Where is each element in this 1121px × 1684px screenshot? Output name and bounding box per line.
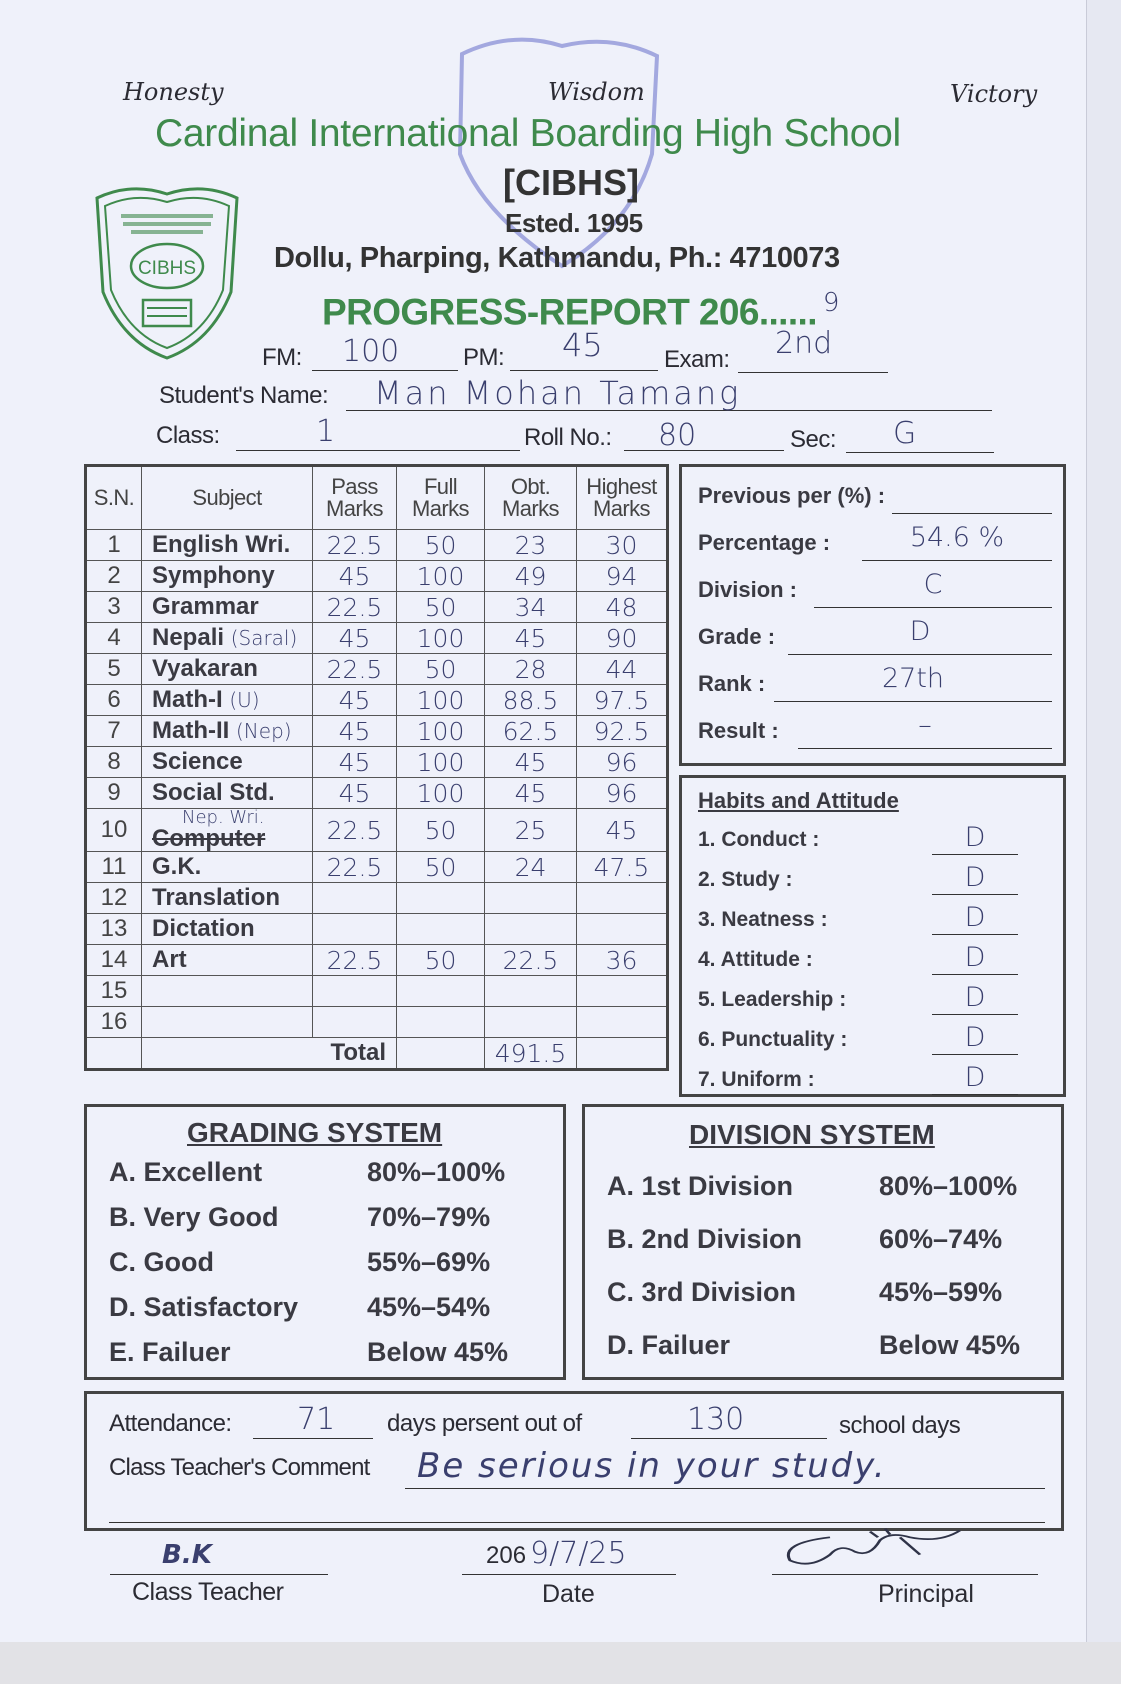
habit-label: 7. Uniform : <box>698 1068 815 1091</box>
cell-subject <box>142 716 313 747</box>
cell-high <box>577 1007 668 1038</box>
habit-label: 4. Attitude : <box>698 948 813 971</box>
cell-pass: 45 <box>313 685 397 716</box>
class-label: Class: <box>156 422 220 449</box>
class-line <box>236 450 520 451</box>
pm-label: PM: <box>463 344 505 371</box>
habit-line <box>932 1054 1018 1055</box>
cell-pass <box>313 1007 397 1038</box>
cell-high: 96 <box>577 778 668 809</box>
table-row <box>86 530 668 561</box>
grading-item-range: 45%–54% <box>367 1292 491 1322</box>
cell-high: 97.5 <box>577 685 668 716</box>
summary-value: C <box>923 569 943 600</box>
cell-obt: 24 <box>485 852 577 883</box>
subject-name: Math-I (U) <box>152 686 260 713</box>
cell-pass: 45 <box>313 716 397 747</box>
division-item-range: Below 45% <box>879 1330 1021 1360</box>
cell-full: 50 <box>397 654 485 685</box>
date-line <box>462 1574 676 1575</box>
habits-title: Habits and Attitude <box>698 788 899 813</box>
cell-pass: 22.5 <box>313 852 397 883</box>
grading-item-range: 80%–100% <box>367 1157 506 1187</box>
cell-subject <box>142 945 313 976</box>
table-row <box>86 809 668 852</box>
summary-label: Grade : <box>698 624 776 649</box>
cell-high: 90 <box>577 623 668 654</box>
cell-sn: 9 <box>86 778 142 809</box>
attendance-suffix: school days <box>839 1412 961 1439</box>
principal-signature <box>760 1520 980 1572</box>
grading-item-range: Below 45% <box>367 1337 509 1367</box>
division-system-box <box>582 1104 1064 1380</box>
cell-full <box>397 1007 485 1038</box>
subject-name: Vyakaran <box>152 655 258 682</box>
cell-full: 50 <box>397 852 485 883</box>
grading-item-label: B. Very Good <box>109 1202 279 1232</box>
cell-full: 100 <box>397 685 485 716</box>
attendance-mid-text: days persent out of <box>387 1410 582 1437</box>
table-row <box>86 747 668 778</box>
cell-obt: 45 <box>485 623 577 654</box>
table-row <box>86 1007 668 1038</box>
cell-subject <box>142 592 313 623</box>
established: Ested. 1995 <box>505 208 643 238</box>
summary-line <box>788 654 1052 655</box>
summary-line <box>814 607 1052 608</box>
cell-obt <box>485 914 577 945</box>
class-teacher-line <box>110 1574 328 1575</box>
cell-sn: 16 <box>86 1007 142 1038</box>
student-name-value: Man Mohan Tamang <box>374 374 742 412</box>
total-obt-marks: 491.5 <box>485 1038 577 1070</box>
cell-full: 100 <box>397 747 485 778</box>
subject-name: Translation <box>152 884 281 911</box>
subject-name: Math-II (Nep) <box>152 717 292 744</box>
roll-label: Roll No.: <box>524 424 612 451</box>
cell-obt: 25 <box>485 809 577 852</box>
cell-sn: 3 <box>86 592 142 623</box>
motto-wisdom: Wisdom <box>548 78 645 106</box>
principal-line <box>772 1574 1038 1575</box>
cell-subject <box>142 914 313 945</box>
summary-line <box>798 748 1052 749</box>
habit-value: D <box>964 1062 986 1093</box>
table-row <box>86 561 668 592</box>
logo-text: CIBHS <box>137 258 197 279</box>
cell-high <box>577 914 668 945</box>
fm-line <box>312 370 458 371</box>
cell-high: 48 <box>577 592 668 623</box>
cell-obt <box>485 883 577 914</box>
table-row <box>86 778 668 809</box>
subject-name: Dictation <box>152 915 255 942</box>
table-row <box>86 976 668 1007</box>
fm-label: FM: <box>262 344 302 371</box>
cell-sn: 15 <box>86 976 142 1007</box>
cell-sn-empty <box>86 1038 142 1070</box>
grading-item-label: E. Failuer <box>109 1337 231 1367</box>
cell-high: 92.5 <box>577 716 668 747</box>
habit-value: D <box>964 902 986 933</box>
cell-subject <box>142 561 313 592</box>
cell-subject <box>142 883 313 914</box>
cell-sn: 11 <box>86 852 142 883</box>
motto-victory: Victory <box>950 80 1038 108</box>
cell-pass: 45 <box>313 747 397 778</box>
roll-line <box>624 450 784 451</box>
attendance-total: 130 <box>687 1402 745 1437</box>
cell-high: 47.5 <box>577 852 668 883</box>
cell-sn: 10 <box>86 809 142 852</box>
address: Dollu, Pharping, Kathmandu, Ph.: 4710073 <box>274 242 840 274</box>
cell-full <box>397 976 485 1007</box>
habit-label: 6. Punctuality : <box>698 1028 848 1051</box>
cell-obt: 88.5 <box>485 685 577 716</box>
cell-sn: 2 <box>86 561 142 592</box>
cell-obt: 49 <box>485 561 577 592</box>
fm-value: 100 <box>342 334 400 369</box>
summary-line <box>862 560 1052 561</box>
subject-annotation: (Nep) <box>236 719 292 743</box>
habit-line <box>932 1094 1018 1095</box>
cell-high: 30 <box>577 530 668 561</box>
motto-honesty: Honesty <box>123 78 224 106</box>
date-value: 9/7/25 <box>530 1536 627 1571</box>
cell-obt: 34 <box>485 592 577 623</box>
bottom-strip <box>0 1642 1121 1684</box>
marks-table <box>84 464 669 1071</box>
principal-label: Principal <box>878 1580 974 1608</box>
grading-item-range: 55%–69% <box>367 1247 491 1277</box>
cell-obt: 22.5 <box>485 945 577 976</box>
summary-value: D <box>909 616 931 647</box>
attendance-present: 71 <box>297 1402 336 1437</box>
grading-item-label: D. Satisfactory <box>109 1292 299 1322</box>
cell-full: 100 <box>397 623 485 654</box>
cell-high <box>577 976 668 1007</box>
summary-value: 54.6 % <box>909 522 1005 553</box>
subject-name: G.K. <box>152 853 202 880</box>
attendance-total-line <box>631 1438 827 1439</box>
class-teacher-signature: B.K <box>162 1540 212 1570</box>
attendance-label: Attendance: <box>109 1410 232 1437</box>
subject-annotation: (U) <box>229 688 260 712</box>
cell-full: 100 <box>397 561 485 592</box>
division-item-label: C. 3rd Division <box>607 1277 797 1307</box>
table-row <box>86 685 668 716</box>
habit-value: D <box>964 982 986 1013</box>
cell-full: 50 <box>397 945 485 976</box>
cell-high: 44 <box>577 654 668 685</box>
cell-subject <box>142 685 313 716</box>
class-teacher-label: Class Teacher <box>132 1578 284 1606</box>
exam-value: 2nd <box>775 326 833 361</box>
teacher-comment: Be serious in your study. <box>417 1446 887 1486</box>
grading-item-range: 70%–79% <box>367 1202 491 1232</box>
cell-sn: 6 <box>86 685 142 716</box>
cell-total-high <box>577 1038 668 1070</box>
cell-full: 100 <box>397 716 485 747</box>
grading-title: GRADING SYSTEM <box>187 1117 443 1148</box>
cell-high: 96 <box>577 747 668 778</box>
table-row <box>86 914 668 945</box>
cell-sn: 5 <box>86 654 142 685</box>
comment-line-1 <box>405 1488 1045 1489</box>
table-row <box>86 654 668 685</box>
habit-line <box>932 974 1018 975</box>
cell-subject <box>142 852 313 883</box>
habit-label: 5. Leadership : <box>698 988 847 1011</box>
cell-pass: 22.5 <box>313 592 397 623</box>
cell-pass: 22.5 <box>313 809 397 852</box>
subject-name: Symphony <box>152 562 275 589</box>
habits-box <box>679 775 1066 1097</box>
subject-name: Grammar <box>152 593 259 620</box>
cell-sn: 7 <box>86 716 142 747</box>
header-full-marks: Full Marks <box>397 466 485 530</box>
date-label: Date <box>542 1580 595 1608</box>
cell-subject <box>142 747 313 778</box>
cell-full: 50 <box>397 592 485 623</box>
subject-name: English Wri. <box>152 531 291 558</box>
table-row <box>86 623 668 654</box>
cell-obt: 28 <box>485 654 577 685</box>
habit-line <box>932 934 1018 935</box>
summary-box <box>679 464 1066 766</box>
summary-value: – <box>918 710 932 741</box>
cell-pass: 22.5 <box>313 654 397 685</box>
habit-value: D <box>964 942 986 973</box>
division-item-range: 60%–74% <box>879 1224 1003 1254</box>
header-obt-marks: Obt. Marks <box>485 466 577 530</box>
summary-label: Previous per (%) : <box>698 483 886 508</box>
habit-value: D <box>964 1022 986 1053</box>
division-item-range: 45%–59% <box>879 1277 1003 1307</box>
cell-pass: 45 <box>313 778 397 809</box>
cell-pass <box>313 976 397 1007</box>
subject-name: Computer <box>152 825 266 852</box>
exam-line <box>738 372 888 373</box>
subject-name: Art <box>152 946 187 973</box>
cell-full: 50 <box>397 809 485 852</box>
date-prefix: 206 <box>486 1542 527 1569</box>
cell-pass: 22.5 <box>313 945 397 976</box>
date-row <box>486 1536 627 1571</box>
cell-pass <box>313 914 397 945</box>
summary-label: Percentage : <box>698 530 831 555</box>
summary-value: 27th <box>881 663 945 694</box>
sec-line <box>846 452 994 453</box>
division-title: DIVISION SYSTEM <box>689 1119 935 1150</box>
exam-label: Exam: <box>664 346 730 373</box>
cell-obt <box>485 1007 577 1038</box>
cell-subject <box>142 778 313 809</box>
cell-pass: 45 <box>313 623 397 654</box>
header-subject: Subject <box>142 466 313 530</box>
summary-line <box>774 701 1052 702</box>
table-row <box>86 883 668 914</box>
cell-subject <box>142 1007 313 1038</box>
cell-sn: 4 <box>86 623 142 654</box>
header-highest-marks: Highest Marks <box>577 466 668 530</box>
subject-note: Nep. Wri. <box>182 808 265 828</box>
habit-label: 2. Study : <box>698 868 793 891</box>
subject-name: Science <box>152 748 243 775</box>
cell-high: 45 <box>577 809 668 852</box>
grading-item-label: C. Good <box>109 1247 214 1277</box>
division-item-range: 80%–100% <box>879 1171 1018 1201</box>
cell-high: 94 <box>577 561 668 592</box>
summary-label: Result : <box>698 718 779 743</box>
cell-subject <box>142 623 313 654</box>
habit-label: 3. Neatness : <box>698 908 828 931</box>
cell-subject <box>142 530 313 561</box>
habit-line <box>932 1014 1018 1015</box>
cell-subject <box>142 809 313 852</box>
table-row <box>86 592 668 623</box>
division-item-label: B. 2nd Division <box>607 1224 803 1254</box>
school-abbreviation: [CIBHS] <box>503 162 639 203</box>
cell-obt: 45 <box>485 778 577 809</box>
pm-line <box>510 370 658 371</box>
cell-sn: 1 <box>86 530 142 561</box>
school-name: Cardinal International Boarding High School <box>155 112 901 155</box>
subject-name: Nepali (Saral) <box>152 624 298 651</box>
school-logo <box>91 182 243 362</box>
cell-subject <box>142 654 313 685</box>
cell-obt <box>485 976 577 1007</box>
habit-label: 1. Conduct : <box>698 828 820 851</box>
habit-value: D <box>964 822 986 853</box>
report-title-text: PROGRESS-REPORT 206...... <box>322 291 817 333</box>
habit-line <box>932 854 1018 855</box>
grading-item-label: A. Excellent <box>109 1157 263 1187</box>
cell-total-full <box>397 1038 485 1070</box>
division-item-label: A. 1st Division <box>607 1171 794 1201</box>
sec-value: G <box>893 416 917 451</box>
header-pass-marks: Pass Marks <box>313 466 397 530</box>
cell-sn: 8 <box>86 747 142 778</box>
table-header-row <box>86 466 668 530</box>
cell-sn: 12 <box>86 883 142 914</box>
attendance-present-line <box>253 1438 373 1439</box>
cell-high <box>577 883 668 914</box>
summary-label: Division : <box>698 577 798 602</box>
division-item-label: D. Failuer <box>607 1330 731 1360</box>
cell-obt: 45 <box>485 747 577 778</box>
grading-system-box <box>84 1104 566 1380</box>
habit-line <box>932 894 1018 895</box>
attendance-box <box>84 1391 1064 1531</box>
table-row <box>86 945 668 976</box>
report-year-digit: 9 <box>822 288 839 318</box>
cell-sn: 13 <box>86 914 142 945</box>
cell-full <box>397 883 485 914</box>
roll-value: 80 <box>658 418 697 453</box>
pm-value: 45 <box>562 326 603 364</box>
cell-subject <box>142 976 313 1007</box>
student-name-label: Student's Name: <box>159 382 329 409</box>
summary-label: Rank : <box>698 671 766 696</box>
habit-value: D <box>964 862 986 893</box>
header-sn: S.N. <box>86 466 142 530</box>
class-value: 1 <box>316 414 336 449</box>
cell-sn: 14 <box>86 945 142 976</box>
cell-full <box>397 914 485 945</box>
comment-label: Class Teacher's Comment <box>109 1454 370 1481</box>
total-label: Total <box>142 1038 397 1070</box>
page-edge <box>1086 0 1121 1684</box>
subject-annotation: (Saral) <box>230 626 298 650</box>
cell-obt: 23 <box>485 530 577 561</box>
cell-pass: 22.5 <box>313 530 397 561</box>
table-row <box>86 716 668 747</box>
cell-full: 50 <box>397 530 485 561</box>
cell-high: 36 <box>577 945 668 976</box>
cell-pass <box>313 883 397 914</box>
cell-pass: 45 <box>313 561 397 592</box>
subject-name: Social Std. <box>152 779 275 806</box>
sec-label: Sec: <box>790 426 837 453</box>
total-row <box>86 1038 668 1070</box>
table-row <box>86 852 668 883</box>
cell-obt: 62.5 <box>485 716 577 747</box>
cell-full: 100 <box>397 778 485 809</box>
summary-line <box>892 513 1052 514</box>
